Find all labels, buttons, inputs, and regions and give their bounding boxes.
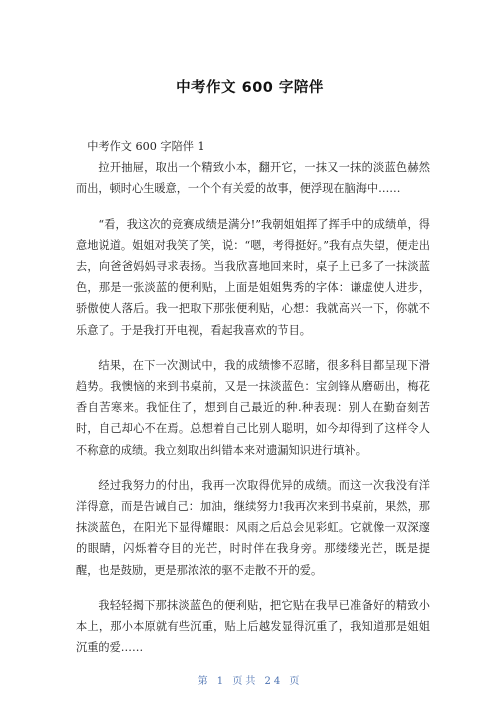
section-heading: 中考作文 600 字陪伴 1 — [87, 140, 205, 153]
paragraph: “看，我这次的竞赛成绩是满分!”我朝姐姐挥了挥手中的成绩单，得意地说道。姐姐对我笑了笑，说：“嗯，考得挺好。”我有点失望，便走出去，向爸爸妈妈寻求表扬。当我欣喜地回来时，桌子上已多了一抹淡蓝色，那是一张淡蓝的便利贴，上面是姐姐隽秀的字体：谦虚使人进步，骄傲使人落后。我一把取下那张便利贴，心想：我就高兴一下，你就不乐意了。于是我打开电视，看起我喜欢的节目。 — [76, 217, 430, 337]
page-number-footer: 第 1 页共 24 页 — [197, 676, 303, 687]
paragraph: 拉开抽屉，取出一个精致小本，翻开它，一抹又一抹的淡蓝色赫然而出，顿时心生暖意，一个个有关爱的故事，便浮现在脑海中…… — [76, 161, 430, 196]
paragraph: 结果，在下一次测试中，我的成绩惨不忍睹，很多科目都呈现下滑趋势。我懊恼的来到书桌前，又是一抹淡蓝色：宝剑锋从磨砺出，梅花香自苦寒来。我怔住了，想到自己最近的种.种表现：别人在勤奋刻苦时，自己却心不在焉。总想着自己比别人聪明，如今却得到了这样令人不称意的成绩。我立刻取出纠错本来对遗漏知识进行填补。 — [76, 358, 430, 457]
document-title: 中考作文 600 字陪伴 — [176, 80, 324, 96]
paragraph: 经过我努力的付出，我再一次取得优异的成绩。而这一次我没有洋洋得意，而是告诫自己：加油，继续努力!我再次来到书桌前，果然，那抹淡蓝色，在阳光下显得耀眼：风雨之后总会见彩虹。它就像一双深邃的眼睛，闪烁着夺目的光芒，时时伴在我身旁。那缕缕光芒，既是提醒，也是鼓励，更是那浓浓的驱不走散不开的爱。 — [76, 478, 430, 577]
paragraph: 我轻轻揭下那抹淡蓝色的便利贴，把它贴在我早已准备好的精致小本上，那小本原就有些沉重，贴上后越发显得沉重了，我知道那是姐姐沉重的爱…… — [76, 598, 430, 655]
document-body — [76, 136, 430, 658]
